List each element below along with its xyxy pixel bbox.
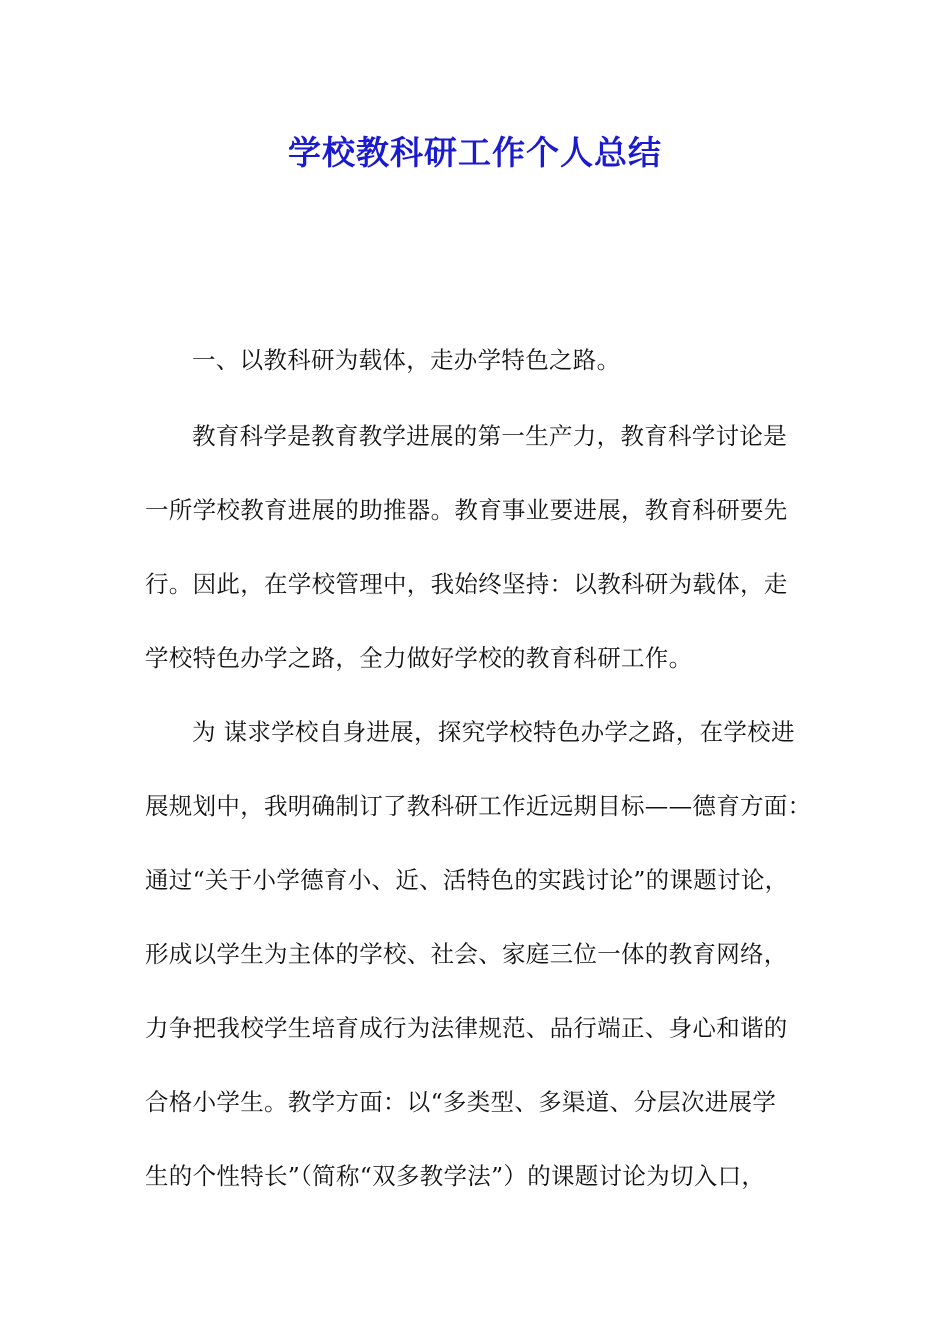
document-title: 学校教科研工作个人总结 <box>288 133 662 172</box>
paragraph-line: 学校特色办学之路，全力做好学校的教育科研工作。 <box>145 644 693 672</box>
paragraph-line: 教育科学是教育教学进展的第一生产力，教育科学讨论是 <box>192 422 787 450</box>
paragraph-line: 通过“关于小学德育小、近、活特色的实践讨论”的课题讨论， <box>145 866 789 894</box>
paragraph-line: 展规划中，我明确制订了教科研工作近远期目标——德育方面： <box>145 792 812 820</box>
section-heading: 一、以教科研为载体，走办学特色之路。 <box>192 346 621 374</box>
paragraph-line: 合格小学生。教学方面：以“多类型、多渠道、分层次进展学 <box>145 1088 777 1116</box>
paragraph-line: 形成以学生为主体的学校、社会、家庭三位一体的教育网络， <box>145 940 788 968</box>
paragraph-line: 生的个性特长”（简称“双多教学法”）的课题讨论为切入口， <box>145 1162 766 1190</box>
paragraph-line: 行。因此，在学校管理中，我始终坚持：以教科研为载体，走 <box>145 570 788 598</box>
paragraph-line: 为 谋求学校自身进展，探究学校特色办学之路，在学校进 <box>192 718 795 746</box>
paragraph-line: 力争把我校学生培育成行为法律规范、品行端正、身心和谐的 <box>145 1014 788 1042</box>
paragraph-line: 一所学校教育进展的助推器。教育事业要进展，教育科研要先 <box>145 496 788 524</box>
